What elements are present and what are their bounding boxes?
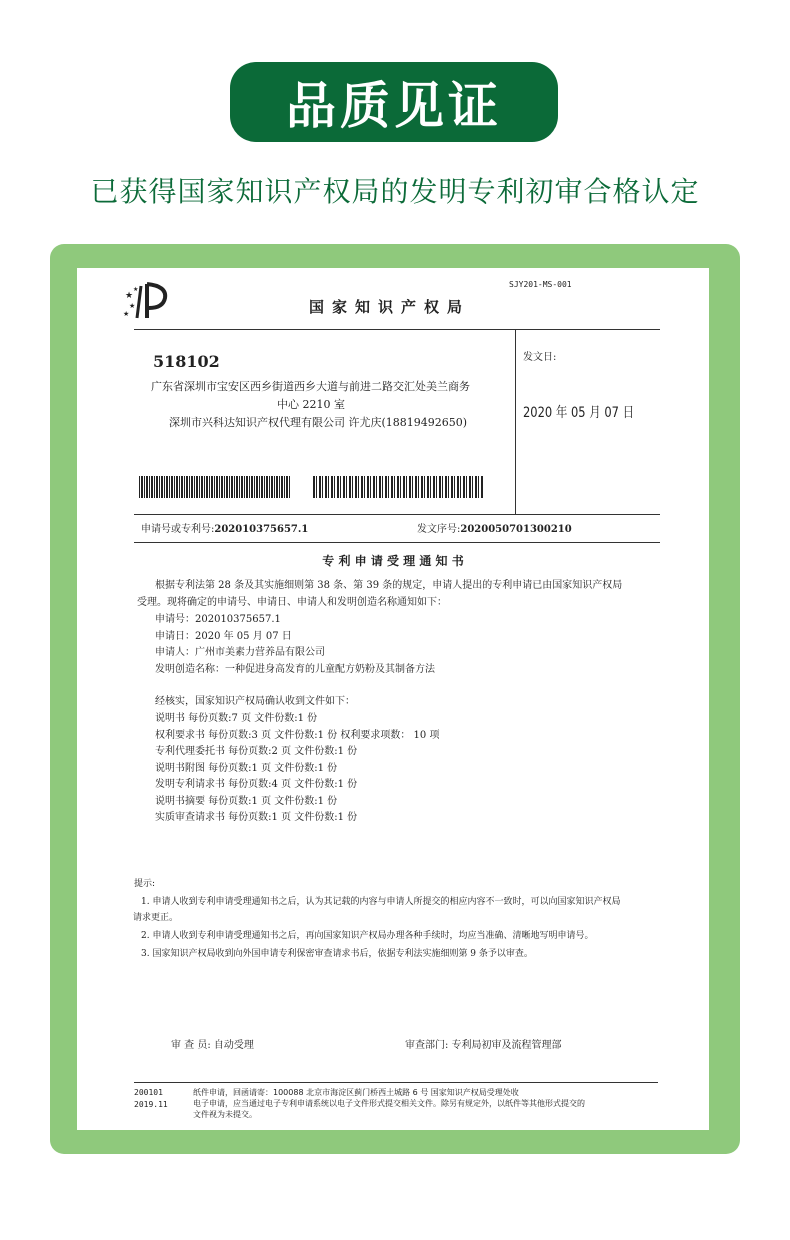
file-item: 说明书附图 每份页数:1 页 文件份数:1 份 xyxy=(155,762,338,774)
footer-code-2: 2019.11 xyxy=(134,1100,168,1109)
application-number: 申请号或专利号:202010375657.1 xyxy=(141,524,309,535)
file-item: 说明书摘要 每份页数:1 页 文件份数:1 份 xyxy=(155,795,338,807)
footer-line-1: 纸件申请，回函请寄：100088 北京市海淀区蓟门桥西土城路 6 号 国家知识产权局受理处收 xyxy=(193,1088,519,1097)
file-item: 说明书 每份页数:7 页 文件份数:1 份 xyxy=(155,713,318,724)
detail-applicant: 申请人：广州市美素力营养品有限公司 xyxy=(155,647,325,658)
address-line-1: 广东省深圳市宝安区西乡街道西乡大道与前进二路交汇处美兰商务 xyxy=(151,380,470,393)
application-details xyxy=(155,610,435,676)
postcode: 518102 xyxy=(153,352,220,371)
footer-notes xyxy=(193,1087,663,1120)
footer-line-2: 电子申请，应当通过电子专利申请系统以电子文件形式提交相关文件。除另有规定外，以纸件等其他形式提交的 xyxy=(193,1099,585,1108)
files-intro: 经核实，国家知识产权局确认收到文件如下： xyxy=(155,696,355,707)
detail-application-no: 申请号：202010375657.1 xyxy=(155,614,281,625)
tip-1-cont: 请求更正。 xyxy=(133,913,179,923)
page-subtitle: 已获得国家知识产权局的发明专利初审合格认定 xyxy=(90,175,700,208)
agent-line: 深圳市兴科达知识产权代理有限公司 许尤庆(18819492650) xyxy=(169,416,468,429)
tips-label: 提示: xyxy=(134,879,156,889)
intro-line-1: 根据专利法第 28 条及其实施细则第 38 条、第 39 条的规定，申请人提出的专利申请已由国家知识产权局 xyxy=(155,580,623,591)
quality-badge: 品质见证 xyxy=(230,62,558,142)
detail-filing-date: 申请日：2020 年 05 月 07 日 xyxy=(155,630,292,642)
examining-department: 审查部门: 专利局初审及流程管理部 xyxy=(405,1040,562,1051)
intro-line-2: 受理。现将确定的申请号、申请日、申请人和发明创造名称通知如下： xyxy=(137,597,447,608)
tip-2: 2. 申请人收到专利申请受理通知书之后，再向国家知识产权局办理各种手续时，均应当准确、清晰地写明申请号。 xyxy=(141,931,594,941)
tips-list xyxy=(133,894,621,964)
svg-text:★: ★ xyxy=(123,310,130,318)
send-date-label: 发文日: xyxy=(523,352,557,363)
svg-text:★: ★ xyxy=(133,286,139,293)
examiner: 审 查 员: 自动受理 xyxy=(171,1040,254,1051)
cnipa-emblem-icon xyxy=(123,282,173,320)
file-item: 权利要求书 每份页数:3 页 文件份数:1 份 权利要求项数： 10 项 xyxy=(155,729,440,741)
barcode-left xyxy=(139,476,291,498)
tip-3: 3. 国家知识产权局收到向外国申请专利保密审查请求书后，依据专利法实施细则第 9 条予以审查。 xyxy=(141,949,533,959)
received-files-list xyxy=(155,709,439,825)
address-line-2: 中心 2210 室 xyxy=(277,398,345,411)
send-date-stamp: 2020 年 05 月 07 日 xyxy=(523,405,635,421)
detail-invention-title: 发明创造名称：一种促进身高发育的儿童配方奶粉及其制备方法 xyxy=(155,663,435,675)
notice-title: 专 利 申 请 受 理 通 知 书 xyxy=(322,554,464,568)
form-code: SJY201-MS-001 xyxy=(509,280,572,289)
svg-text:★: ★ xyxy=(129,302,136,310)
footer-line-3: 文件视为未提交。 xyxy=(193,1110,257,1119)
file-item: 专利代理委托书 每份页数:2 页 文件份数:1 份 xyxy=(155,746,358,757)
footer-code-1: 200101 xyxy=(134,1088,163,1097)
svg-text:★: ★ xyxy=(125,291,134,301)
agency-title: 国家知识产权局 xyxy=(309,298,471,316)
file-item: 实质审查请求书 每份页数:1 页 文件份数:1 份 xyxy=(155,812,358,823)
serial-number: 发文序号:2020050701300210 xyxy=(417,524,572,535)
patent-notice-document xyxy=(77,268,709,1130)
barcode-right xyxy=(313,476,483,498)
tip-1: 1. 申请人收到专利申请受理通知书之后，认为其记载的内容与申请人所提交的相应内容不一致时，可以向国家知识产权局 xyxy=(141,897,621,907)
file-item: 发明专利请求书 每份页数:4 页 文件份数:1 份 xyxy=(155,779,358,790)
